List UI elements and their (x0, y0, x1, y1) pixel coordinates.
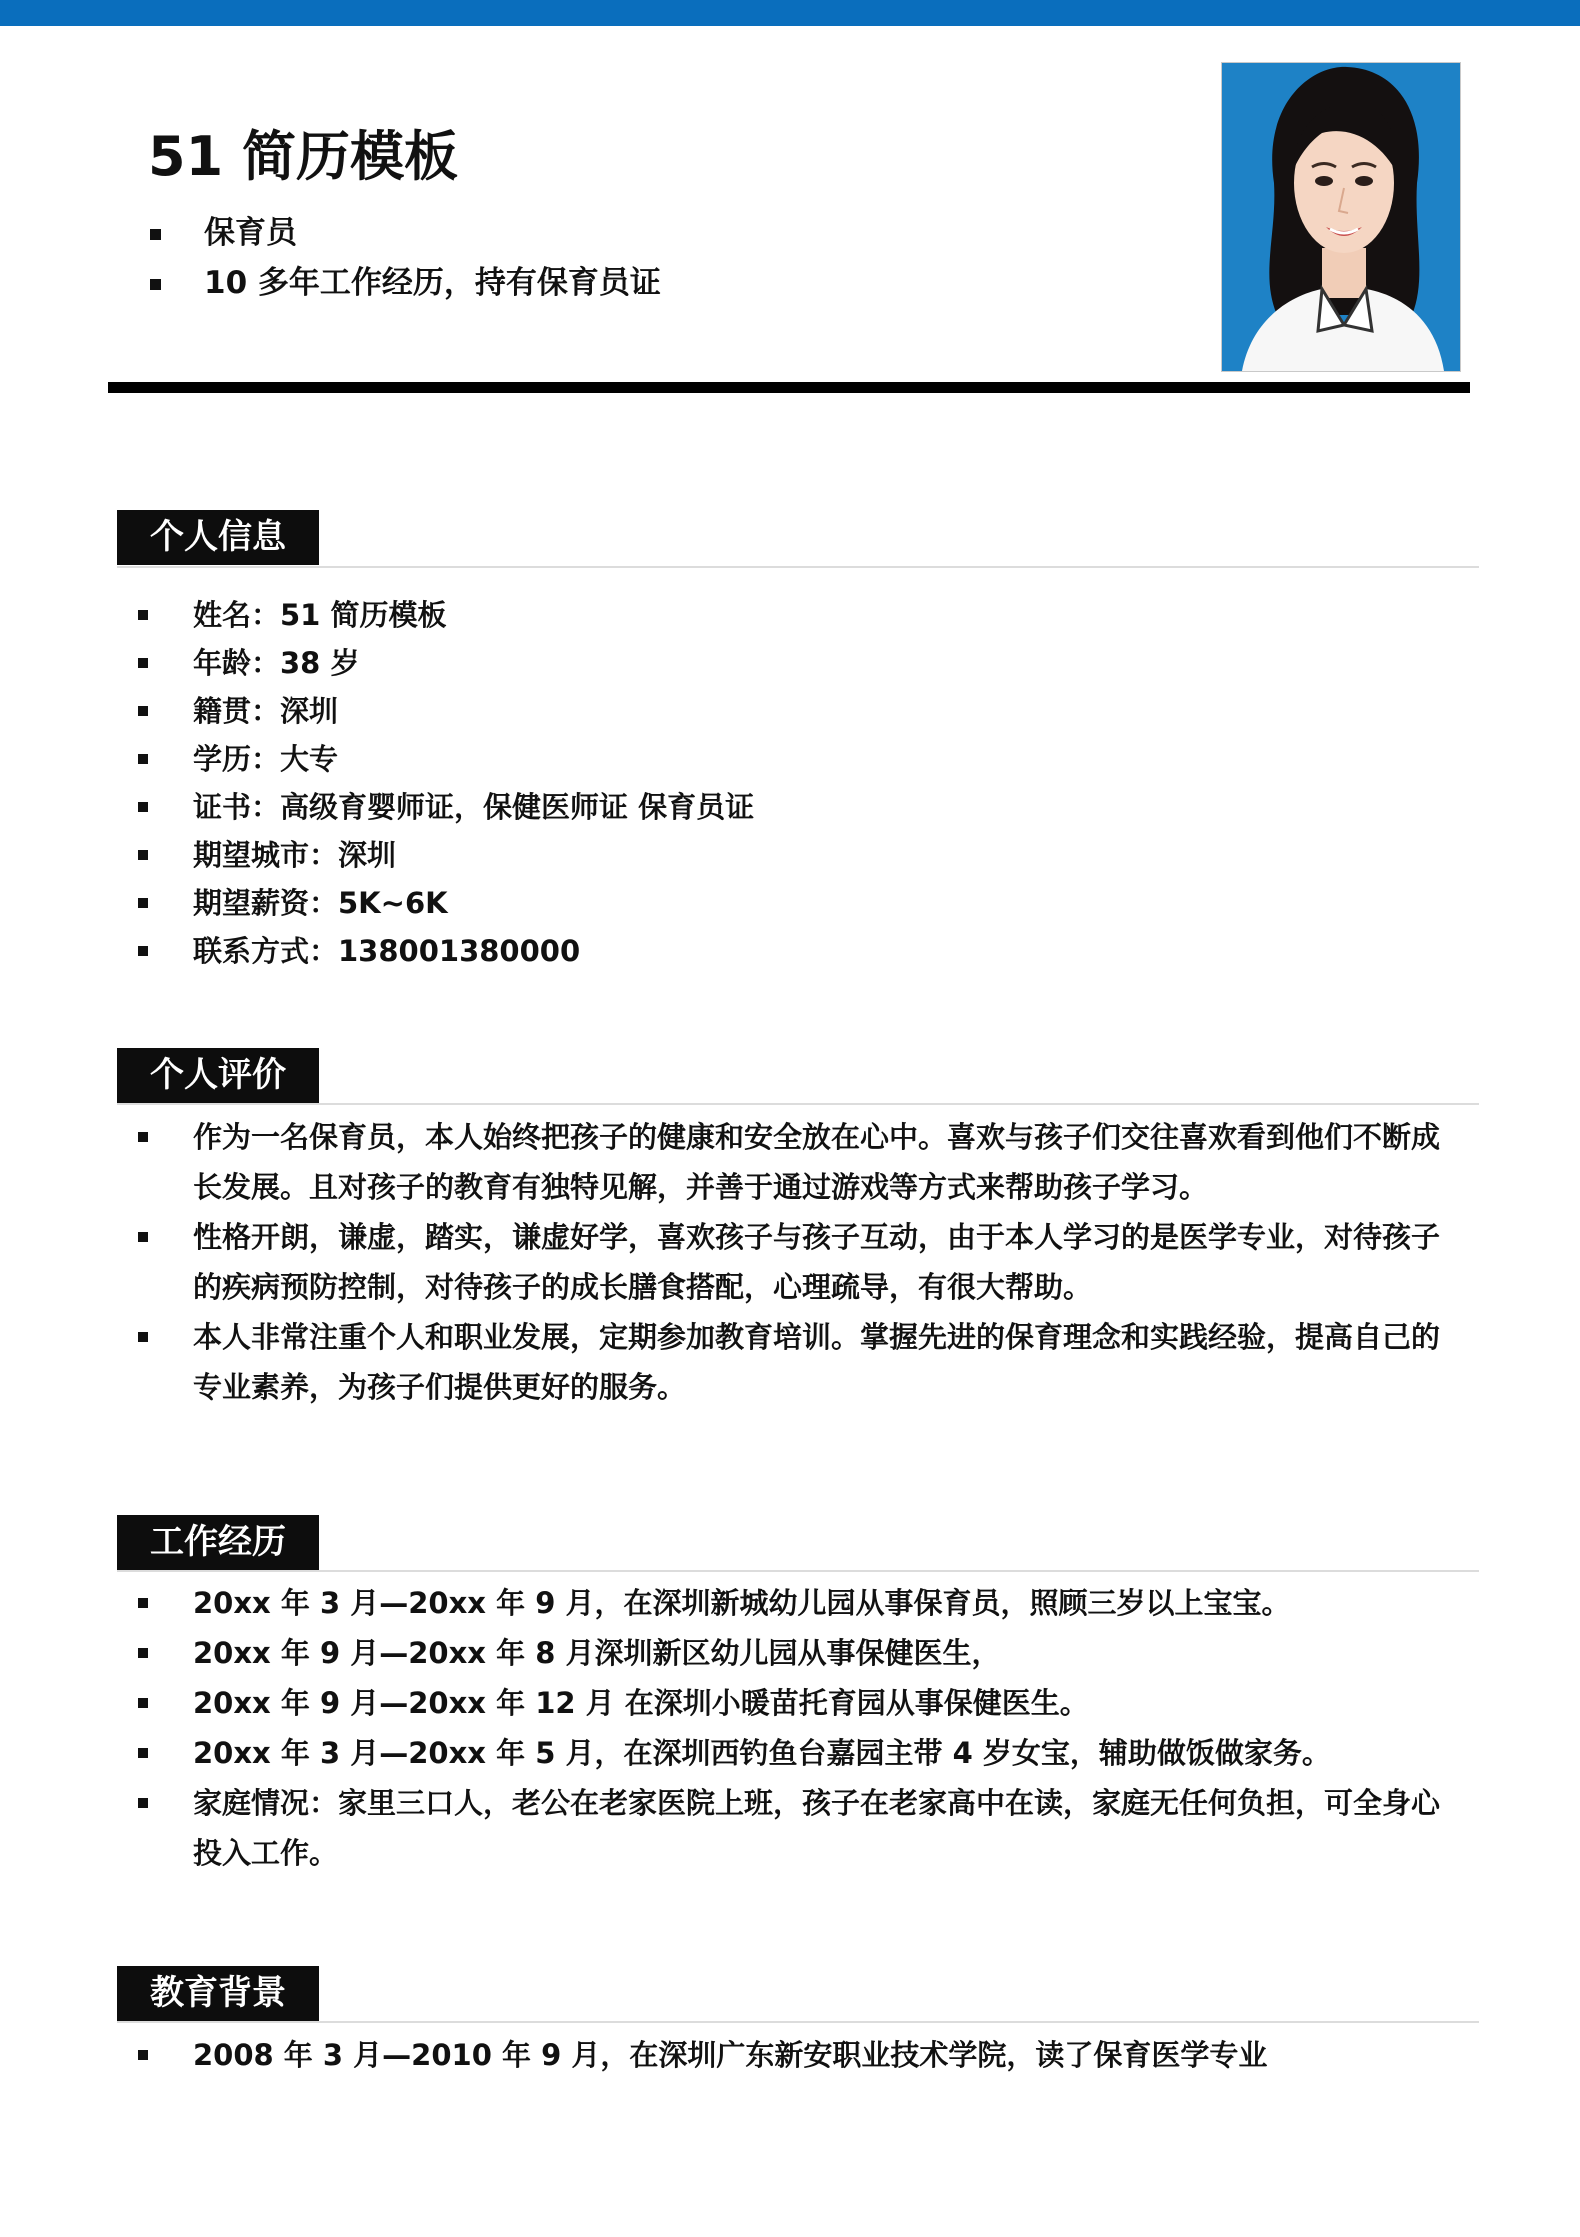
list-item-text: 2008 年 3 月—2010 年 9 月，在深圳广东新安职业技术学院，读了保育医学专业 (193, 2038, 1268, 2072)
list-item-text: 籍贯：深圳 (193, 694, 339, 728)
section-divider (117, 1103, 1479, 1105)
bullet-square-icon (138, 1798, 148, 1808)
list-item-text: 20xx 年 3 月—20xx 年 5 月，在深圳西钓鱼台嘉园主带 4 岁女宝，辅助做饭做家务。 (193, 1736, 1331, 1770)
personal-info-list (138, 591, 1468, 975)
bullet-square-icon (138, 706, 148, 716)
list-item (138, 1312, 1468, 1412)
list-item (138, 831, 1468, 879)
list-item (138, 1212, 1468, 1312)
bullet-square-icon (138, 1698, 148, 1708)
list-item (138, 879, 1468, 927)
top-accent-bar (0, 0, 1580, 26)
bullet-square-icon (138, 1748, 148, 1758)
list-item-text: 学历：大专 (193, 742, 339, 776)
header-summary-text: 保育员 (204, 215, 297, 251)
list-item (138, 1778, 1468, 1878)
bullet-square-icon (150, 279, 161, 290)
list-item (138, 1728, 1468, 1778)
bullet-square-icon (138, 1232, 148, 1242)
bullet-square-icon (138, 658, 148, 668)
section-divider (117, 1570, 1479, 1572)
list-item (138, 735, 1468, 783)
bullet-square-icon (138, 850, 148, 860)
list-item-text: 20xx 年 9 月—20xx 年 12 月 在深圳小暖苗托育园从事保健医生。 (193, 1686, 1089, 1720)
section-title-self-evaluation: 个人评价 (117, 1048, 319, 1103)
profile-photo (1221, 62, 1461, 372)
bullet-square-icon (138, 754, 148, 764)
list-item-text: 家庭情况：家里三口人，老公在老家医院上班，孩子在老家高中在读，家庭无任何负担，可全身心投入工作。 (193, 1786, 1441, 1870)
section-divider (117, 2021, 1479, 2023)
bullet-square-icon (138, 610, 148, 620)
section-title-personal-info: 个人信息 (117, 510, 319, 565)
list-item (138, 1112, 1468, 1212)
education-list (138, 2031, 1468, 2079)
list-item (138, 639, 1468, 687)
portrait-illustration (1222, 63, 1460, 371)
bullet-square-icon (138, 1598, 148, 1608)
list-item (138, 2031, 1468, 2079)
section-title-work-experience: 工作经历 (117, 1515, 319, 1570)
list-item-text: 联系方式：138001380000 (193, 934, 581, 968)
candidate-name: 51 简历模板 (148, 125, 458, 188)
header-summary-list (150, 208, 661, 308)
header-summary-text: 10 多年工作经历，持有保育员证 (204, 265, 661, 301)
bullet-square-icon (138, 898, 148, 908)
list-item (138, 783, 1468, 831)
header-summary-item (150, 258, 661, 308)
list-item-text: 20xx 年 3 月—20xx 年 9 月，在深圳新城幼儿园从事保育员，照顾三岁以上宝宝。 (193, 1586, 1291, 1620)
list-item (138, 927, 1468, 975)
work-experience-list (138, 1578, 1468, 1878)
list-item-text: 性格开朗，谦虚，踏实，谦虚好学，喜欢孩子与孩子互动，由于本人学习的是医学专业，对待孩子的疾病预防控制，对待孩子的成长膳食搭配，心理疏导，有很大帮助。 (193, 1220, 1441, 1304)
section-divider (117, 566, 1479, 568)
list-item (138, 1678, 1468, 1728)
bullet-square-icon (138, 802, 148, 812)
list-item (138, 1578, 1468, 1628)
list-item (138, 687, 1468, 735)
header-summary-item (150, 208, 661, 258)
list-item (138, 1628, 1468, 1678)
section-title-education: 教育背景 (117, 1966, 319, 2021)
list-item-text: 年龄：38 岁 (193, 646, 360, 680)
bullet-square-icon (138, 1648, 148, 1658)
list-item-text: 期望薪资：5K~6K (193, 886, 448, 920)
list-item (138, 591, 1468, 639)
list-item-text: 姓名：51 简历模板 (193, 598, 447, 632)
bullet-square-icon (138, 946, 148, 956)
bullet-square-icon (138, 1132, 148, 1142)
list-item-text: 证书：高级育婴师证，保健医师证 保育员证 (193, 790, 755, 824)
self-evaluation-list (138, 1112, 1468, 1412)
list-item-text: 期望城市：深圳 (193, 838, 397, 872)
bullet-square-icon (150, 229, 161, 240)
header-divider (108, 382, 1470, 393)
list-item-text: 20xx 年 9 月—20xx 年 8 月深圳新区幼儿园从事保健医生， (193, 1636, 1001, 1670)
list-item-text: 本人非常注重个人和职业发展，定期参加教育培训。掌握先进的保育理念和实践经验，提高自己的专业素养，为孩子们提供更好的服务。 (193, 1320, 1441, 1404)
bullet-square-icon (138, 1332, 148, 1342)
list-item-text: 作为一名保育员，本人始终把孩子的健康和安全放在心中。喜欢与孩子们交往喜欢看到他们不断成长发展。且对孩子的教育有独特见解，并善于通过游戏等方式来帮助孩子学习。 (193, 1120, 1441, 1204)
bullet-square-icon (138, 2050, 148, 2060)
